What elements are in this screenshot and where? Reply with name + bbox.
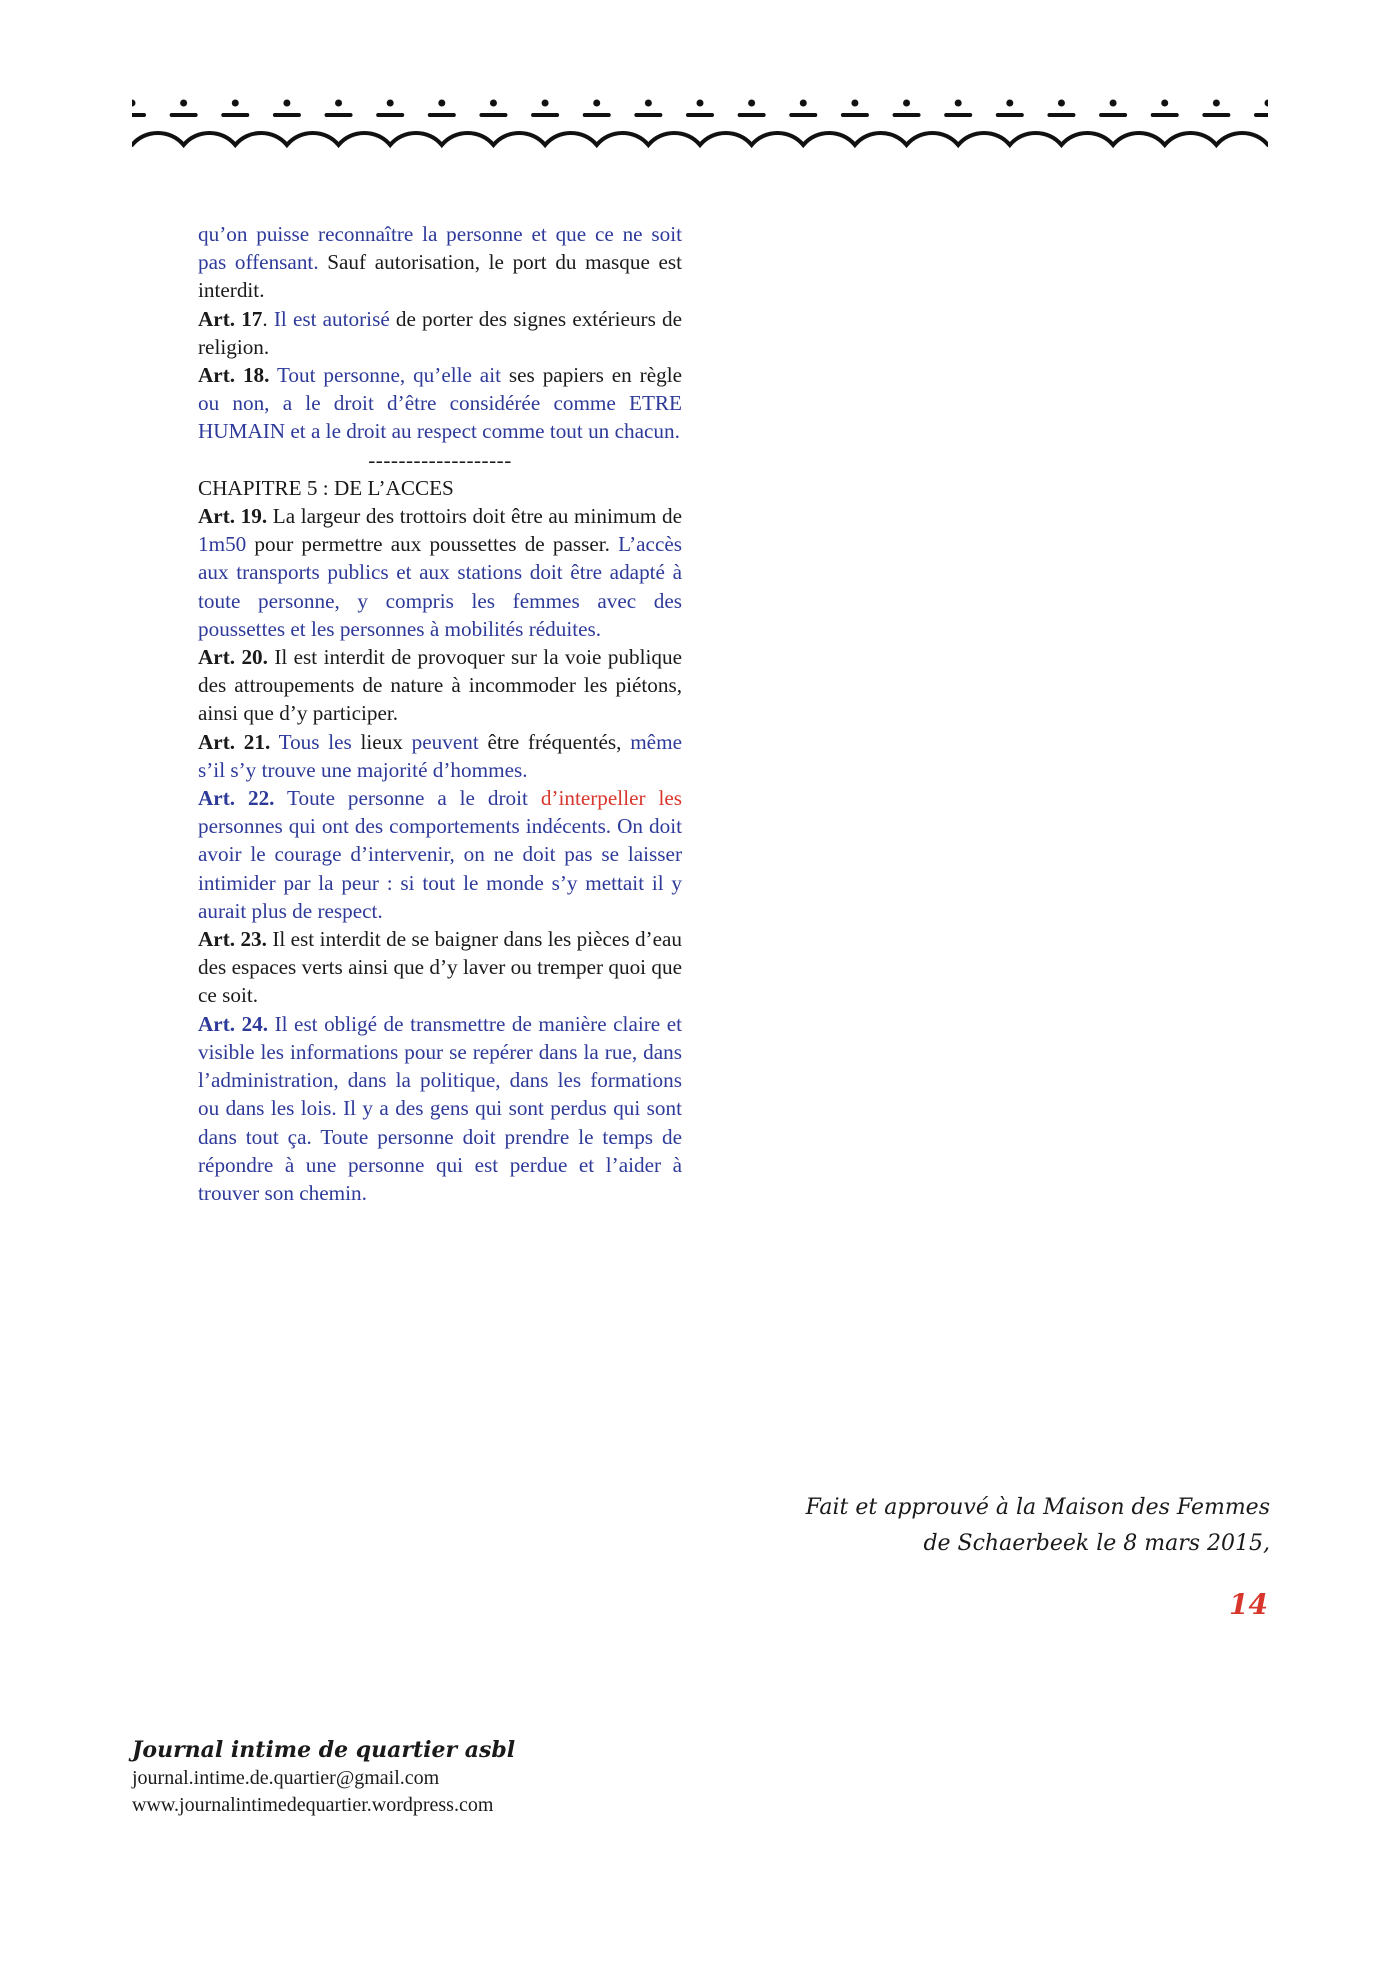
ornament-dot bbox=[1058, 100, 1065, 107]
wave-line bbox=[132, 133, 1268, 145]
ornament-dot bbox=[955, 100, 962, 107]
chapter-heading: CHAPITRE 5 : DE L’ACCES bbox=[198, 475, 454, 500]
signature-block bbox=[670, 1490, 1270, 1562]
ornament-dot bbox=[132, 100, 136, 107]
article-text-column bbox=[198, 220, 682, 1207]
article-number: Art. 23. bbox=[198, 927, 267, 952]
wave-dots-ornament bbox=[132, 95, 1268, 165]
article-18: Art. 18. Tout personne, qu’elle ait ses papiers en règle ou non, a le droit d’être considérée comme ETRE HUMAIN et a le droit au respect comme tout un chacun. bbox=[198, 363, 683, 444]
ornament-dot bbox=[593, 100, 600, 107]
ornament-dot bbox=[1213, 100, 1220, 107]
ornament-dot bbox=[335, 100, 342, 107]
article-number: Art. 20. bbox=[198, 645, 268, 670]
ornament-dot bbox=[542, 100, 549, 107]
article-24: Art. 24. Il est obligé de transmettre de manière claire et visible les informations pour se repérer dans la rue, dans l’administration, dans la politique, dans les formations ou dans les lois. Il y a des gens qui sont perdus qui sont dans tout ça. Toute personne doit prendre le temps de répondre à une personne qui est perdue et l’aider à trouver son chemin. bbox=[198, 1011, 682, 1205]
ornament-dot bbox=[232, 100, 239, 107]
ornament-dot bbox=[1161, 100, 1168, 107]
article-21: Art. 21. Tous les lieux peuvent être fréquentés, même s’il s’y trouve une majorité d’hommes. bbox=[198, 729, 682, 782]
article-20: Art. 20. Il est interdit de provoquer sur la voie publique des attroupements de nature à incommoder les piétons, ainsi que d’y participer. bbox=[198, 645, 682, 726]
ornament-dot bbox=[438, 100, 445, 107]
ornament-dot bbox=[1265, 100, 1269, 107]
footer-organization: Journal intime de quartier asbl bbox=[132, 1737, 516, 1763]
ornament-dot bbox=[283, 100, 290, 107]
ornament-dot bbox=[645, 100, 652, 107]
article-number: Art. 24. bbox=[198, 1011, 269, 1036]
article-23: Art. 23. Il est interdit de se baigner dans les pièces d’eau des espaces verts ainsi que d’y laver ou tremper quoi que ce soit. bbox=[198, 927, 682, 1008]
signature-line-1: Fait et approuvé à la Maison des Femmes bbox=[805, 1495, 1270, 1520]
article-number: Art. 21. bbox=[198, 729, 271, 754]
ornament-dot bbox=[697, 100, 704, 107]
ornament-dot bbox=[490, 100, 497, 107]
ornament-dot bbox=[800, 100, 807, 107]
section-separator: ------------------- bbox=[368, 447, 512, 472]
article-number: Art. 17 bbox=[198, 306, 263, 331]
paragraph-masque: qu’on puisse reconnaître la personne et que ce ne soit pas offensant. Sauf autorisation, le port du masque est interdit. bbox=[198, 222, 683, 303]
signature-line-2: de Schaerbeek le 8 mars 2015, bbox=[923, 1531, 1270, 1556]
ornament-dot bbox=[387, 100, 394, 107]
ornament-dot bbox=[1110, 100, 1117, 107]
article-17: Art. 17. Il est autorisé de porter des signes extérieurs de religion. bbox=[198, 306, 682, 359]
ornament-dot bbox=[748, 100, 755, 107]
page-number: 14 bbox=[1229, 1588, 1268, 1621]
article-19: Art. 19. La largeur des trottoirs doit être au minimum de 1m50 pour permettre aux poussettes de passer. L’accès aux transports publics et aux stations doit être adapté à toute personne, y compris les femmes avec des poussettes et les personnes à mobilités réduites. bbox=[198, 504, 682, 641]
ornament-dot bbox=[903, 100, 910, 107]
article-number: Art. 22. bbox=[198, 786, 275, 811]
ornament-dot bbox=[1006, 100, 1013, 107]
article-22: Art. 22. Toute personne a le droit d’interpeller les personnes qui ont des comportements indécents. On doit avoir le courage d’intervenir, on ne doit pas se laisser intimider par la peur : si tout le monde s’y mettait il y aurait plus de respect. bbox=[198, 786, 683, 923]
footer-email: journal.intime.de.quartier@gmail.com bbox=[132, 1767, 440, 1789]
footer-website: www.journalintimedequartier.wordpress.com bbox=[132, 1794, 494, 1816]
ornament-dot bbox=[180, 100, 187, 107]
article-number: Art. 18. bbox=[198, 363, 270, 388]
ornament-dot bbox=[851, 100, 858, 107]
footer bbox=[132, 1735, 515, 1819]
article-number: Art. 19. bbox=[198, 504, 268, 529]
